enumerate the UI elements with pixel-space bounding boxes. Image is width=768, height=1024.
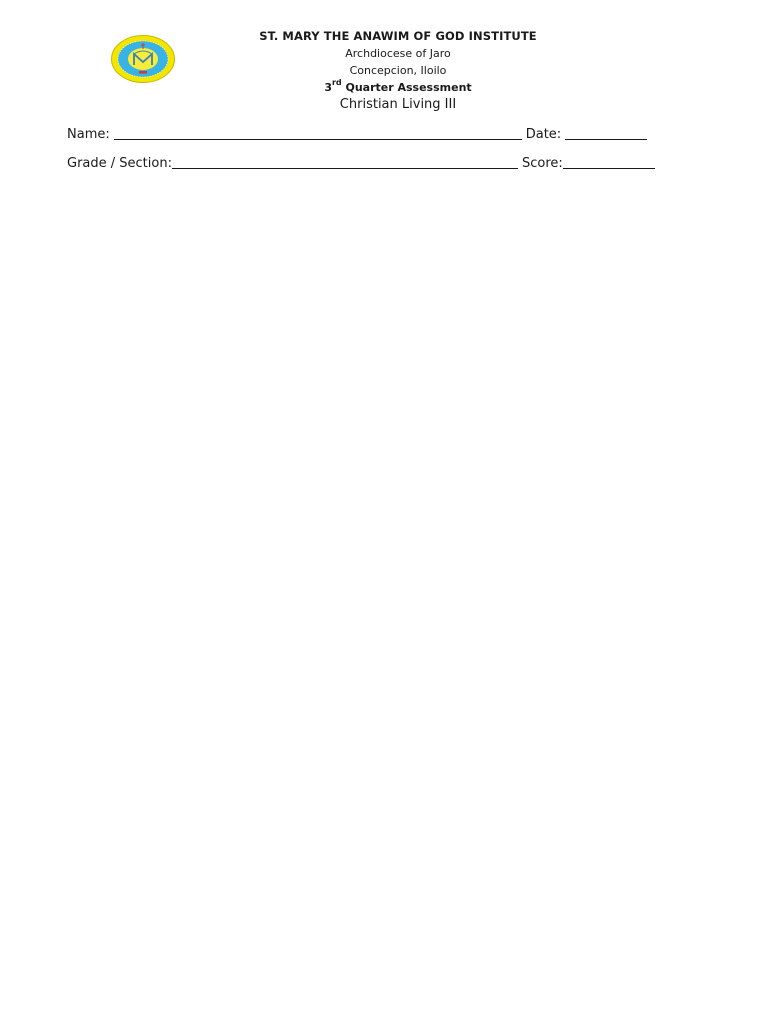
school-name: ST. MARY THE ANAWIM OF GOD INSTITUTE (259, 29, 537, 43)
name-field[interactable] (114, 127, 522, 140)
name-date-row (67, 125, 647, 142)
location: Concepcion, Iloilo (349, 64, 447, 77)
grade-section-label: Grade / Section: (67, 156, 172, 171)
document-header (230, 28, 566, 113)
grade-score-row (67, 154, 655, 171)
school-seal-icon (110, 34, 176, 84)
assessment-title-text: Quarter Assessment (341, 81, 472, 94)
score-label: Score: (521, 156, 563, 171)
assessment-ordinal-suffix: rd (331, 78, 342, 88)
date-field[interactable] (565, 127, 647, 140)
grade-section-field[interactable] (172, 156, 518, 169)
assessment-ordinal: 3 (324, 81, 332, 94)
score-field[interactable] (563, 156, 655, 169)
assessment-title (230, 79, 566, 96)
name-label: Name: (67, 127, 110, 142)
subject-title: Christian Living III (339, 97, 457, 112)
diocese: Archdiocese of Jaro (345, 47, 451, 60)
date-label: Date: (525, 127, 562, 142)
